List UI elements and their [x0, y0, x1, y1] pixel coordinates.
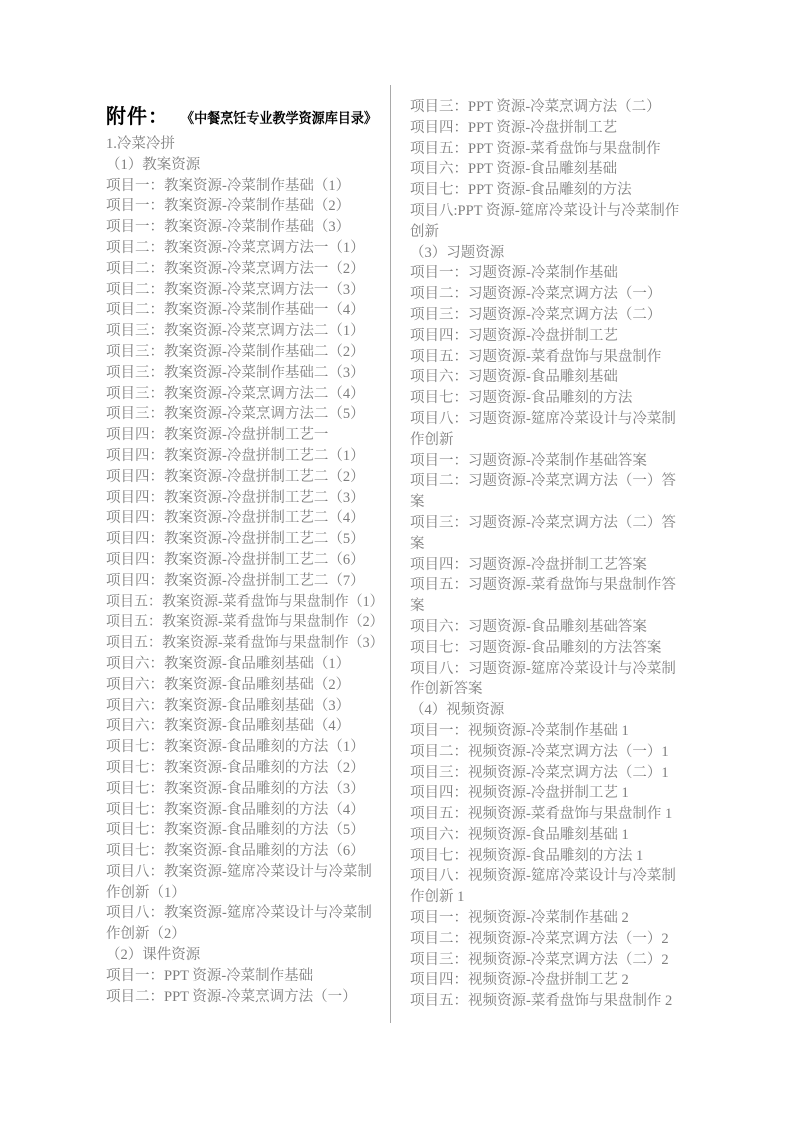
toc-line: 项目三：教案资源-冷菜烹调方法二（5） [106, 406, 365, 423]
toc-line: 项目六：教案资源-食品雕刻基础（4） [106, 718, 351, 735]
toc-line: 项目五：教案资源-菜肴盘饰与果盘制作（1） [106, 593, 384, 610]
toc-line: 项目二：教案资源-冷菜制作基础一（4） [106, 302, 365, 319]
toc-line: 项目五：习题资源-菜肴盘饰与果盘制作 [410, 348, 662, 365]
toc-line: 项目四：习题资源-冷盘拼制工艺 [410, 327, 618, 344]
toc-line: （2）课件资源 [106, 947, 201, 964]
toc-line: 项目二：教案资源-冷菜烹调方法一（2） [106, 260, 365, 277]
toc-line: 项目二：PPT 资源-冷菜烹调方法（一） [106, 988, 357, 1005]
toc-line: 项目四：教案资源-冷盘拼制工艺二（1） [106, 447, 365, 464]
toc-line: 项目六：教案资源-食品雕刻基础（1） [106, 655, 351, 672]
toc-line: 项目五：习题资源-菜肴盘饰与果盘制作答 [410, 577, 676, 594]
toc-line: 项目三：PPT 资源-冷菜烹调方法（二） [410, 99, 661, 115]
toc-line: 项目三：教案资源-冷菜制作基础二（2） [106, 343, 365, 360]
toc-line: 项目七：教案资源-食品雕刻的方法（2） [106, 759, 365, 776]
toc-line: 案 [410, 494, 425, 511]
toc-line: （1）教案资源 [106, 156, 201, 173]
toc-line: 项目七：PPT 资源-食品雕刻的方法 [410, 182, 632, 199]
toc-line: 项目七：习题资源-食品雕刻的方法 [410, 390, 633, 407]
toc-line: 项目六：习题资源-食品雕刻基础答案 [410, 618, 647, 635]
toc-line: （4）视频资源 [410, 702, 505, 719]
toc-line: 项目五：教案资源-菜肴盘饰与果盘制作（3） [106, 635, 384, 652]
toc-line: 作创新 1 [410, 889, 465, 906]
toc-line: 项目六：习题资源-食品雕刻基础 [410, 369, 618, 386]
toc-line: 作创新（2） [106, 926, 186, 943]
document-title: 《中餐烹饪专业教学资源库目录》 [181, 110, 377, 126]
toc-line: 项目七：视频资源-食品雕刻的方法 1 [410, 847, 644, 864]
toc-line: 项目八：教案资源-筵席冷菜设计与冷菜制 [106, 905, 372, 922]
toc-line: 项目四：教案资源-冷盘拼制工艺二（3） [106, 489, 365, 506]
toc-line: 项目五：视频资源-菜肴盘饰与果盘制作 2 [410, 993, 673, 1010]
toc-line: 项目八:PPT 资源-筵席冷菜设计与冷菜制作 [410, 202, 680, 219]
toc-line: 项目二：教案资源-冷菜烹调方法一（3） [106, 281, 365, 298]
toc-line: 项目三：视频资源-冷菜烹调方法（二）2 [410, 951, 669, 968]
toc-line: 项目四：教案资源-冷盘拼制工艺二（6） [106, 551, 365, 568]
toc-line: 项目四：教案资源-冷盘拼制工艺一 [106, 427, 329, 444]
toc-line: 项目六：视频资源-食品雕刻基础 1 [410, 826, 629, 843]
column-divider [390, 85, 391, 1023]
toc-line: 项目六：教案资源-食品雕刻基础（3） [106, 697, 351, 714]
toc-line: 作创新答案 [410, 681, 483, 698]
document-header [106, 100, 377, 129]
toc-line: 项目一：视频资源-冷菜制作基础 1 [410, 722, 629, 739]
toc-line: 项目七：教案资源-食品雕刻的方法（3） [106, 780, 365, 797]
toc-line: 项目三：视频资源-冷菜烹调方法（二）1 [410, 764, 669, 781]
toc-line: 项目五：视频资源-菜肴盘饰与果盘制作 1 [410, 806, 673, 823]
toc-line: 项目四：视频资源-冷盘拼制工艺 1 [410, 785, 629, 802]
toc-line: 项目八：习题资源-筵席冷菜设计与冷菜制 [410, 410, 676, 427]
toc-line: 项目三：习题资源-冷菜烹调方法（二）答 [410, 514, 676, 531]
attachment-label: 附件： [106, 106, 169, 128]
toc-line: 项目三：教案资源-冷菜制作基础二（3） [106, 364, 365, 381]
toc-line: 项目三：习题资源-冷菜烹调方法（二） [410, 306, 662, 323]
toc-line: 项目八：习题资源-筵席冷菜设计与冷菜制 [410, 660, 676, 677]
toc-line: 项目三：教案资源-冷菜烹调方法二（4） [106, 385, 365, 402]
left-column [106, 134, 384, 1007]
toc-line: 项目一：视频资源-冷菜制作基础 2 [410, 910, 629, 927]
toc-line: 项目五：教案资源-菜肴盘饰与果盘制作（2） [106, 614, 384, 631]
toc-line: 项目一：教案资源-冷菜制作基础（3） [106, 219, 351, 236]
toc-line: 项目二：习题资源-冷菜烹调方法（一）答 [410, 473, 676, 490]
toc-line: 项目七：教案资源-食品雕刻的方法（1） [106, 739, 365, 756]
toc-line: 项目七：教案资源-食品雕刻的方法（6） [106, 843, 365, 860]
toc-line: 项目一：教案资源-冷菜制作基础（2） [106, 198, 351, 215]
toc-line: 创新 [410, 223, 439, 240]
toc-line: 项目七：教案资源-食品雕刻的方法（5） [106, 822, 365, 839]
toc-line: 项目八：教案资源-筵席冷菜设计与冷菜制 [106, 863, 372, 880]
toc-line: 项目四：教案资源-冷盘拼制工艺二（5） [106, 531, 365, 548]
toc-line: 1.冷菜冷拼 [106, 136, 175, 152]
toc-line: 项目一：PPT 资源-冷菜制作基础 [106, 967, 314, 984]
toc-line: 项目二：视频资源-冷菜烹调方法（一）1 [410, 743, 669, 760]
toc-line: 项目四：教案资源-冷盘拼制工艺二（7） [106, 572, 365, 589]
toc-line: 作创新（1） [106, 884, 186, 901]
toc-line: 项目四：视频资源-冷盘拼制工艺 2 [410, 972, 629, 989]
toc-line: 项目七：教案资源-食品雕刻的方法（4） [106, 801, 365, 818]
toc-line: 项目六：PPT 资源-食品雕刻基础 [410, 161, 618, 178]
toc-line: 案 [410, 598, 425, 615]
toc-line: 项目一：教案资源-冷菜制作基础（1） [106, 177, 351, 194]
toc-line: 项目四：PPT 资源-冷盘拼制工艺 [410, 119, 618, 136]
toc-line: 项目一：习题资源-冷菜制作基础答案 [410, 452, 647, 469]
toc-line: 项目五：PPT 资源-菜肴盘饰与果盘制作 [410, 140, 661, 157]
toc-line: 项目六：教案资源-食品雕刻基础（2） [106, 676, 351, 693]
toc-line: 项目八：视频资源-筵席冷菜设计与冷菜制 [410, 868, 676, 885]
toc-line: 项目四：习题资源-冷盘拼制工艺答案 [410, 556, 647, 573]
toc-line: 作创新 [410, 431, 454, 448]
toc-line: 项目四：教案资源-冷盘拼制工艺二（2） [106, 468, 365, 485]
toc-line: 项目三：教案资源-冷菜烹调方法二（1） [106, 323, 365, 340]
toc-line: （3）习题资源 [410, 244, 505, 261]
toc-line: 项目二：教案资源-冷菜烹调方法一（1） [106, 239, 365, 256]
toc-line: 项目一：习题资源-冷菜制作基础 [410, 265, 618, 282]
toc-line: 项目四：教案资源-冷盘拼制工艺二（4） [106, 510, 365, 527]
toc-line: 项目二：视频资源-冷菜烹调方法（一）2 [410, 930, 669, 947]
toc-line: 项目二：习题资源-冷菜烹调方法（一） [410, 286, 662, 303]
toc-line: 案 [410, 535, 425, 552]
right-column [410, 97, 688, 1012]
toc-line: 项目七：习题资源-食品雕刻的方法答案 [410, 639, 662, 656]
